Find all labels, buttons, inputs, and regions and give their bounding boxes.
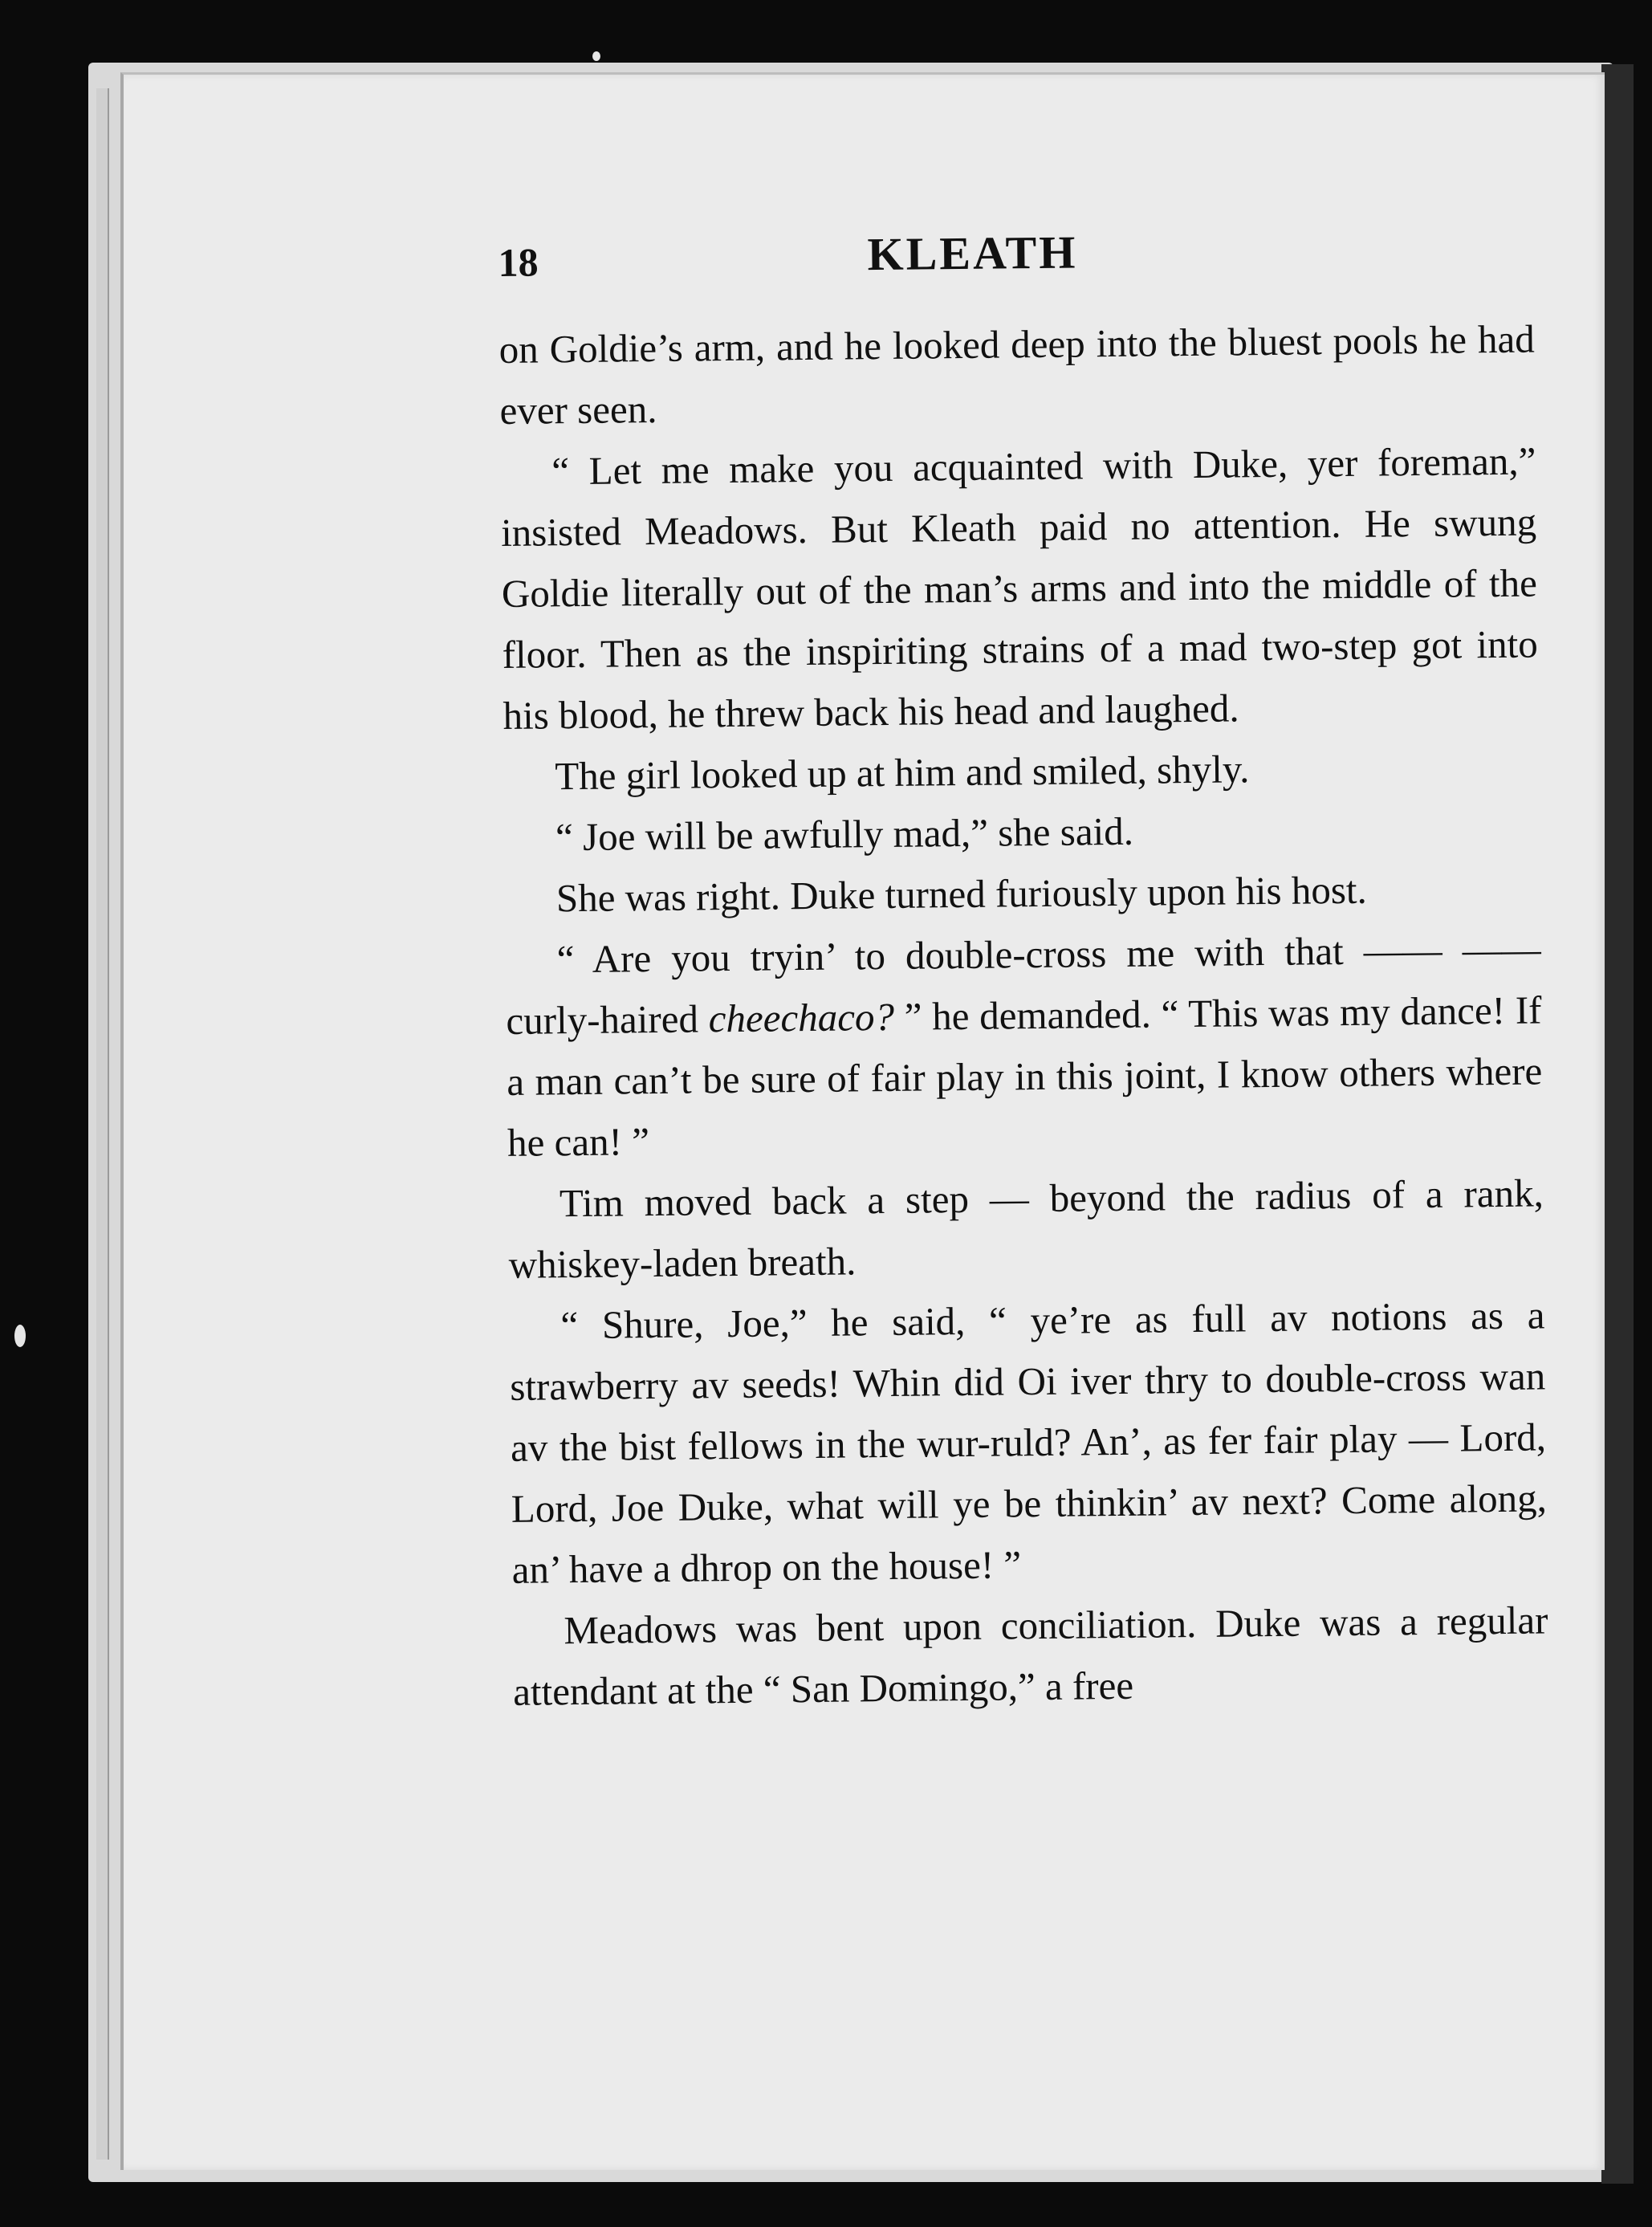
paragraph: “ Shure, Joe,” he said, “ ye’re as full av notions as a strawberry av seeds! Whin did Oi iver thry to double-cross wan av the bist fellows in the wur-ruld? An’, as fer fair play — Lord, Lord, Joe Duke, what will ye be thinkin’ av next? Come along, an’ have a dhrop on the house! ” bbox=[509, 1293, 1548, 1592]
page-stack-edge bbox=[96, 88, 109, 2160]
text-run: ” he demanded. “ This was my dance! If a man can’t be sure of fair play in this joint, I know others where he can! ” bbox=[507, 987, 1543, 1165]
page-text-block bbox=[498, 204, 1549, 1722]
page-number: 18 bbox=[498, 239, 539, 285]
book-cover-edge bbox=[1601, 64, 1634, 2184]
running-head: KLEATH bbox=[867, 226, 1078, 281]
scan-artifact bbox=[14, 1325, 26, 1347]
text-run: “ Are you tryin’ to double-cross me with that —— —— curly-haired bbox=[506, 926, 1541, 1043]
paragraph: “ Let me make you acquainted with Duke, yer foreman,” insisted Meadows. But Kleath paid no attention. He swung Goldie literally out of the man’s arms and into the middle of the floor. Then as the inspiriting strains of a mad two-step got into his blood, he threw back his head and laughed. bbox=[500, 438, 1538, 738]
paragraph: Meadows was bent upon conciliation. Duke was a regular attendant at the “ San Domingo,” a free bbox=[512, 1598, 1548, 1714]
italic-word: cheechaco? bbox=[708, 994, 895, 1041]
page-header bbox=[498, 204, 1534, 320]
paragraph: The girl looked up at him and smiled, shyly. bbox=[555, 747, 1250, 799]
paragraph: She was right. Duke turned furiously upon his host. bbox=[555, 867, 1368, 921]
paragraph: on Goldie’s arm, and he looked deep into the bluest pools he had ever seen. bbox=[498, 316, 1535, 433]
paragraph: Tim moved back a step — beyond the radius of a rank, whiskey-laden breath. bbox=[508, 1170, 1544, 1287]
paragraph: “ Joe will be awfully mad,” she said. bbox=[555, 808, 1134, 860]
paragraph-duke-demand bbox=[505, 918, 1543, 1173]
scan-artifact bbox=[592, 51, 600, 61]
